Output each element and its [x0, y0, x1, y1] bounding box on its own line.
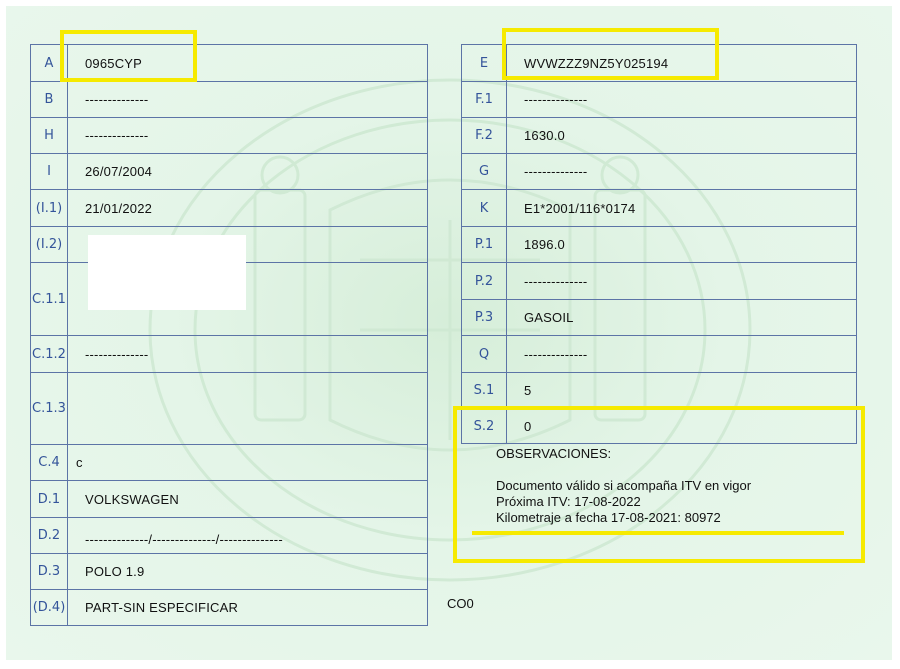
field-row-b — [31, 82, 428, 118]
field-value: PART-SIN ESPECIFICAR — [68, 590, 428, 626]
field-code: P.2 — [462, 263, 507, 300]
observation-line: Documento válido si acompaña ITV en vigor — [496, 478, 752, 493]
field-code: D.1 — [31, 481, 68, 518]
field-row-c12 — [31, 336, 428, 373]
field-row-d1 — [31, 481, 428, 518]
field-code: P.1 — [462, 227, 507, 263]
field-row-i — [31, 154, 428, 190]
field-row-c4 — [31, 445, 428, 481]
highlight-box-registration — [60, 30, 197, 82]
highlight-box-observations — [453, 406, 865, 563]
field-value-vin: WVWZZZ9NZ5Y025194 — [507, 45, 857, 82]
field-code: K — [462, 190, 507, 227]
field-value: 5 — [507, 373, 857, 409]
field-row-p3 — [462, 300, 857, 336]
field-code: S.2 — [462, 409, 507, 444]
field-code: A — [31, 45, 68, 82]
field-row-h — [31, 118, 428, 154]
field-value: 21/01/2022 — [68, 190, 428, 227]
field-code: F.2 — [462, 118, 507, 154]
field-code: G — [462, 154, 507, 190]
field-code: F.1 — [462, 82, 507, 118]
field-row-q — [462, 336, 857, 373]
field-row-p1 — [462, 227, 857, 263]
field-code: I — [31, 154, 68, 190]
field-value: -------------- — [507, 154, 857, 190]
field-value: 0 — [507, 409, 857, 444]
field-row-g — [462, 154, 857, 190]
field-code: P.3 — [462, 300, 507, 336]
field-code: C.4 — [31, 445, 68, 481]
field-row-d4 — [31, 590, 428, 626]
highlight-box-vin — [502, 28, 719, 80]
field-value: c — [68, 445, 428, 481]
field-value: -------------- — [68, 336, 428, 373]
field-row-d3 — [31, 554, 428, 590]
field-row-d2 — [31, 518, 428, 554]
field-code: B — [31, 82, 68, 118]
right-fields-table — [461, 44, 857, 444]
observations-title: OBSERVACIONES: — [496, 446, 612, 461]
observation-line: Próxima ITV: 17-08-2022 — [496, 494, 641, 509]
field-code: S.1 — [462, 373, 507, 409]
left-fields-table — [30, 44, 428, 626]
field-value: -------------- — [507, 263, 857, 300]
field-row-s1 — [462, 373, 857, 409]
field-code: H — [31, 118, 68, 154]
field-value: -------------- — [507, 82, 857, 118]
field-value: POLO 1.9 — [68, 554, 428, 590]
field-code: D.2 — [31, 518, 68, 554]
highlight-underline — [472, 531, 844, 535]
field-code: (I.2) — [31, 227, 68, 263]
field-row-k — [462, 190, 857, 227]
field-code: E — [462, 45, 507, 82]
field-code: C.1.1 — [31, 263, 68, 336]
field-row-p2 — [462, 263, 857, 300]
field-code: (I.1) — [31, 190, 68, 227]
field-value: -------------- — [68, 82, 428, 118]
field-value: 1630.0 — [507, 118, 857, 154]
field-code: D.3 — [31, 554, 68, 590]
field-row-f1 — [462, 82, 857, 118]
field-row-i1 — [31, 190, 428, 227]
field-value: VOLKSWAGEN — [68, 481, 428, 518]
redaction-box — [88, 235, 246, 310]
field-value: --------------/--------------/-------------- — [68, 518, 428, 554]
field-code: (D.4) — [31, 590, 68, 626]
field-row-f2 — [462, 118, 857, 154]
field-value: GASOIL — [507, 300, 857, 336]
field-value: -------------- — [507, 336, 857, 373]
field-value — [68, 373, 428, 445]
field-code: Q — [462, 336, 507, 373]
footer-code: CO0 — [447, 596, 474, 611]
field-code: C.1.3 — [31, 373, 68, 445]
field-code: C.1.2 — [31, 336, 68, 373]
field-value-registration: 0965CYP — [68, 45, 428, 82]
field-row-c13 — [31, 373, 428, 445]
observation-line: Kilometraje a fecha 17-08-2021: 80972 — [496, 510, 721, 525]
field-value: 1896.0 — [507, 227, 857, 263]
field-value: 26/07/2004 — [68, 154, 428, 190]
field-value: E1*2001/116*0174 — [507, 190, 857, 227]
field-value: -------------- — [68, 118, 428, 154]
